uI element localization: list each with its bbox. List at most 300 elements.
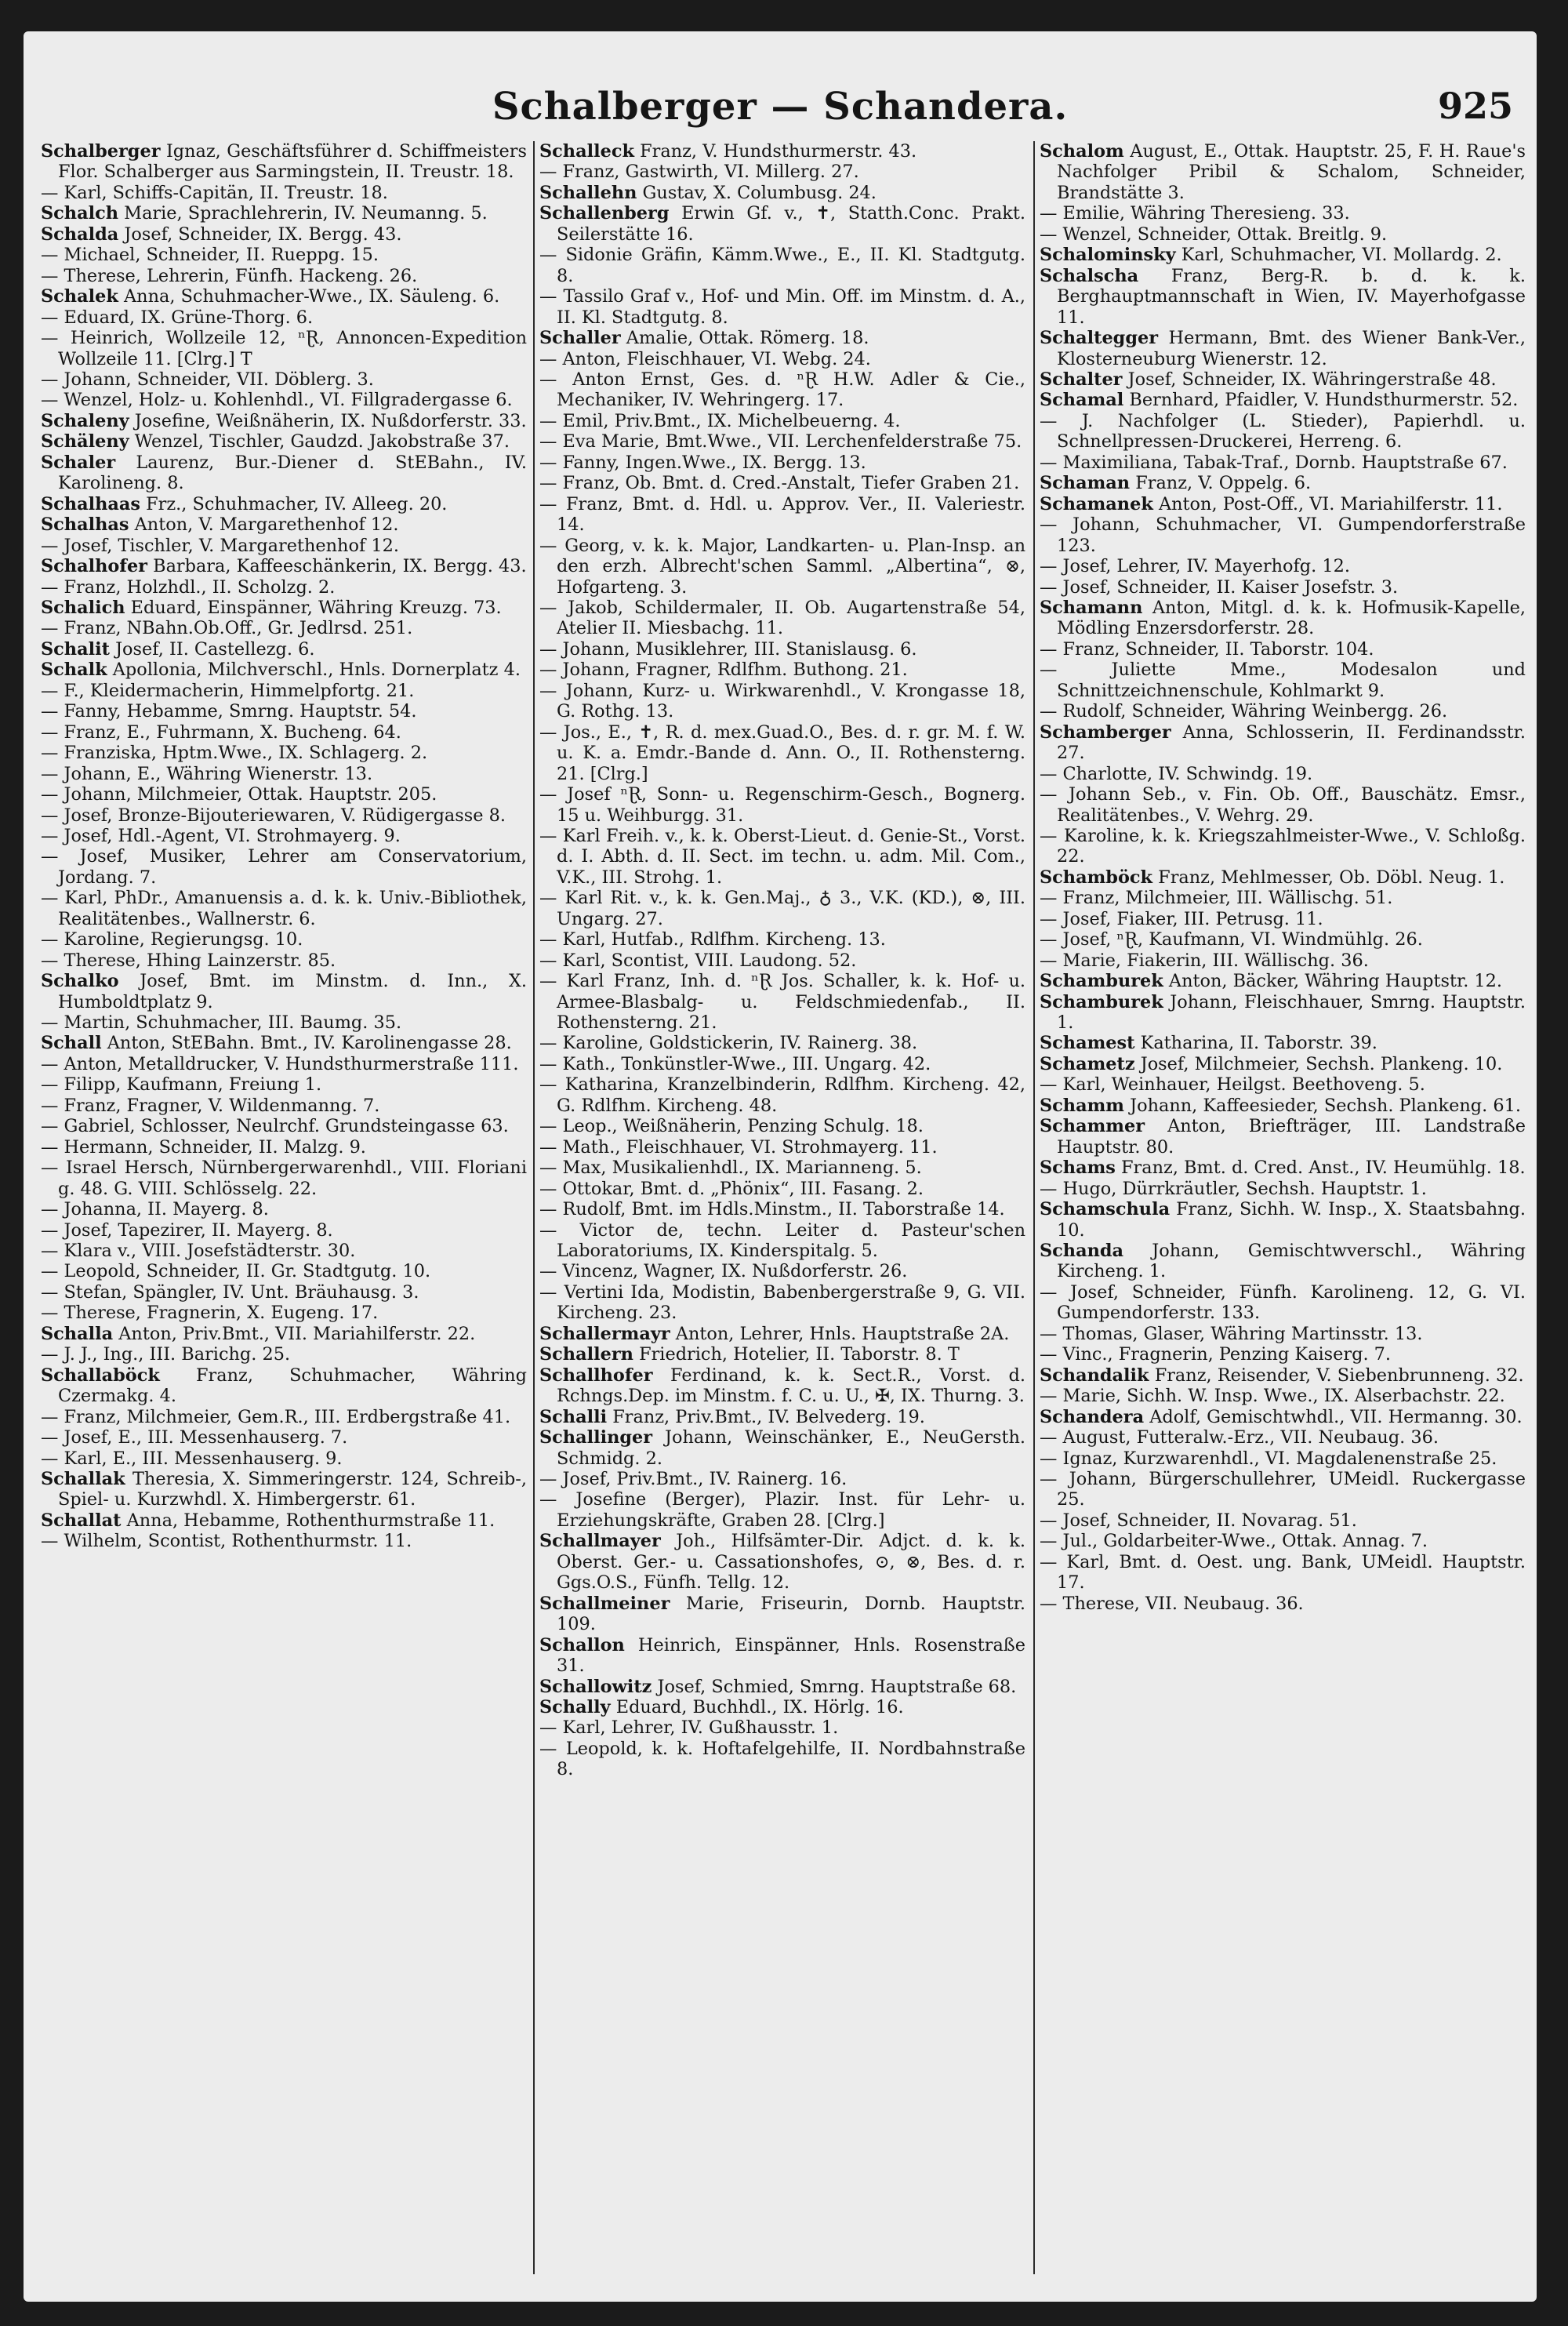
entry-text: — Ottokar, Bmt. d. „Phönix“, III. Fasang. 2. (539, 1178, 924, 1199)
entry-text: Franz, Berg-R. b. d. k. k. Berghauptmannschaft in Wien, IV. Mayerhofgasse 11. (1057, 265, 1526, 328)
directory-entry (539, 888, 1025, 929)
entry-text: — Karl, Weinhauer, Heilgst. Beethoveng. 5. (1040, 1074, 1425, 1096)
entry-surname: Schallat (41, 1510, 122, 1531)
directory-entry (1040, 1179, 1526, 1199)
directory-entry (41, 411, 527, 431)
directory-entry (1040, 514, 1526, 556)
entry-surname: Schalleck (539, 141, 634, 162)
directory-entry (1040, 1594, 1526, 1614)
directory-entry (41, 1303, 527, 1323)
entry-text: — Franz, Gastwirth, VI. Millerg. 27. (539, 162, 859, 183)
directory-entry (1040, 1241, 1526, 1282)
entry-text: — Anton, Fleischhauer, VI. Webg. 24. (539, 348, 871, 369)
entry-text: Bernhard, Pfaidler, V. Hundsthurmerstr. 52. (1129, 390, 1519, 411)
directory-entry (41, 1158, 527, 1199)
directory-entry (1040, 909, 1526, 929)
entry-text: Katharina, II. Taborstr. 39. (1140, 1033, 1377, 1054)
column-1 (41, 141, 527, 1552)
entry-text: — Josef, Tapezirer, II. Mayerg. 8. (41, 1219, 333, 1241)
directory-entry (539, 162, 1025, 182)
entry-text: Eduard, Einspänner, Währing Kreuzg. 73. (130, 597, 502, 618)
directory-entry (41, 390, 527, 410)
entry-text: Marie, Sprachlehrerin, IV. Neumanng. 5. (124, 203, 488, 224)
directory-entry (539, 681, 1025, 722)
directory-entry (41, 722, 527, 743)
entry-text: — Johann, Schuhmacher, VI. Gumpendorferstraße 123. (1040, 514, 1526, 556)
directory-entry (539, 1220, 1025, 1262)
entry-surname: Schamm (1040, 1095, 1124, 1116)
entry-text: — August, Futteralw.-Erz., VII. Neubaug. 36. (1040, 1427, 1439, 1448)
entry-surname: Schaler (41, 452, 116, 473)
entry-surname: Schamburek (1040, 991, 1163, 1012)
directory-entry (539, 1427, 1025, 1469)
directory-entry (1040, 1365, 1526, 1386)
entry-text: — Franz, Milchmeier, Gem.R., III. Erdbergstraße 41. (41, 1406, 511, 1427)
entry-text: — Math., Fleischhauer, VI. Strohmayerg. 11. (539, 1136, 938, 1158)
directory-entry (1040, 971, 1526, 991)
entry-text: — Michael, Schneider, II. Rueppg. 15. (41, 245, 379, 266)
directory-entry (539, 1033, 1025, 1053)
directory-entry (539, 452, 1025, 473)
directory-entry (41, 660, 527, 680)
directory-entry (539, 1199, 1025, 1219)
directory-entry (539, 183, 1025, 203)
directory-entry (1040, 888, 1526, 908)
entry-surname: Schalch (41, 203, 119, 224)
entry-surname: Schaman (1040, 473, 1131, 494)
entry-text: — Heinrich, Wollzeile 12, ⁿⱤ, Annoncen-Expedition Wollzeile 11. [Clrg.] T (41, 328, 527, 369)
directory-entry (1040, 1199, 1526, 1241)
directory-entry (41, 536, 527, 556)
entry-text: — Klara v., VIII. Josefstädterstr. 30. (41, 1241, 356, 1262)
directory-entry (41, 888, 527, 929)
entry-surname: Schandalik (1040, 1365, 1149, 1386)
entry-surname: Schallon (539, 1634, 625, 1655)
entry-text: — Karl, Bmt. d. Oest. ung. Bank, UMeidl. Hauptstr. 17. (1040, 1551, 1526, 1594)
directory-entry (41, 203, 527, 224)
entry-surname: Schamal (1040, 390, 1124, 411)
entry-text: Franz, Reisender, V. Siebenbrunneng. 32. (1154, 1365, 1524, 1386)
entry-text: — Franz, Holzhdl., II. Scholzg. 2. (41, 576, 336, 598)
directory-entry (41, 784, 527, 805)
entry-text: — Filipp, Kaufmann, Freiung 1. (41, 1074, 322, 1096)
entry-text: — Jakob, Schildermaler, II. Ob. Augartenstraße 54, Atelier II. Miesbachg. 11. (539, 597, 1025, 639)
directory-entry (41, 1012, 527, 1033)
entry-text: Frz., Schuhmacher, IV. Alleeg. 20. (146, 493, 448, 514)
directory-entry (41, 598, 527, 618)
directory-entry (1040, 224, 1526, 245)
entry-text: Marie, Friseurin, Dornb. Hauptstr. 109. (557, 1593, 1025, 1635)
entry-text: — Emilie, Währing Theresieng. 33. (1040, 203, 1350, 224)
entry-text: Josef, Schneider, IX. Bergg. 43. (124, 224, 402, 245)
entry-surname: Schallehn (539, 182, 637, 203)
entry-surname: Schammer (1040, 1116, 1145, 1137)
entry-surname: Schaleny (41, 410, 129, 431)
directory-entry (1040, 701, 1526, 721)
directory-entry (1040, 598, 1526, 639)
directory-entry (539, 722, 1025, 784)
entry-text: — Emil, Priv.Bmt., IX. Michelbeuerng. 4. (539, 410, 901, 431)
entry-text: Anna, Schuhmacher-Wwe., IX. Säuleng. 6. (123, 286, 500, 307)
directory-entry (539, 1489, 1025, 1531)
directory-entry (1040, 764, 1526, 784)
entry-text: — Vinc., Fragnerin, Penzing Kaiserg. 7. (1040, 1344, 1392, 1365)
entry-surname: Schallenberg (539, 203, 670, 224)
entry-surname: Schalda (41, 224, 119, 245)
entry-text: — F., Kleidermacherin, Himmelpfortg. 21. (41, 680, 415, 701)
entry-surname: Schalk (41, 660, 107, 681)
running-head: Schalberger — Schandera. (492, 85, 1069, 129)
directory-entry (1040, 1158, 1526, 1178)
directory-entry (41, 452, 527, 494)
directory-entry (539, 286, 1025, 328)
page-header (47, 85, 1513, 140)
directory-entry (1040, 328, 1526, 369)
entry-text: — Jul., Goldarbeiter-Wwe., Ottak. Annag. 7. (1040, 1531, 1428, 1552)
directory-entry (41, 1448, 527, 1469)
directory-entry (41, 971, 527, 1012)
directory-entry (41, 618, 527, 638)
entry-text: — Eva Marie, Bmt.Wwe., VII. Lerchenfelderstraße 75. (539, 431, 1022, 452)
directory-entry (539, 473, 1025, 493)
directory-entry (1040, 826, 1526, 867)
entry-text: — Josef, Schneider, Fünfh. Karolineng. 12, G. VI. Gumpendorferstr. 133. (1040, 1281, 1526, 1324)
directory-entry (41, 929, 527, 950)
entry-text: — Josef, Schneider, II. Kaiser Josefstr. 3. (1040, 576, 1399, 598)
entry-text: — Josef, Musiker, Lehrer am Conservatorium, Jordang. 7. (41, 846, 527, 888)
directory-entry (41, 639, 527, 660)
directory-entry (539, 349, 1025, 369)
directory-entry (1040, 141, 1526, 203)
entry-surname: Schams (1040, 1158, 1116, 1179)
entry-text: — Franz, Schneider, II. Taborstr. 104. (1040, 638, 1374, 660)
entry-text: — Kath., Tonkünstler-Wwe., III. Ungarg. 42. (539, 1053, 931, 1074)
entry-text: — Johann, Kurz- u. Wirkwarenhdl., V. Krongasse 18, G. Rothg. 13. (539, 680, 1025, 722)
directory-entry (539, 1469, 1025, 1489)
entry-text: Friedrich, Hotelier, II. Taborstr. 8. T (639, 1344, 960, 1365)
directory-entry (539, 971, 1025, 1033)
entry-surname: Schamanek (1040, 493, 1153, 514)
entry-text: — Rudolf, Bmt. im Hdls.Minstm., II. Taborstraße 14. (539, 1199, 1005, 1220)
directory-entry (539, 245, 1025, 286)
entry-text: — Vertini Ida, Modistin, Babenbergerstraße 9, G. VII. Kircheng. 23. (539, 1281, 1025, 1324)
entry-surname: Schamschula (1040, 1199, 1171, 1220)
entry-surname: Schamböck (1040, 867, 1153, 888)
entry-text: — Karl, PhDr., Amanuensis a. d. k. k. Univ.-Bibliothek, Realitätenbes., Wallnerstr. 6. (41, 888, 527, 929)
column-3 (1040, 141, 1526, 1614)
entry-text: Hermann, Bmt. des Wiener Bank-Ver., Klosterneuburg Wienerstr. 12. (1057, 328, 1526, 369)
directory-entry (41, 1365, 527, 1407)
directory-entry (539, 929, 1025, 950)
entry-text: — Ignaz, Kurzwarenhdl., VI. Magdalenenstraße 25. (1040, 1448, 1497, 1469)
entry-text: Franz, Sichh. W. Insp., X. Staatsbahng. 10. (1057, 1199, 1526, 1241)
entry-surname: Schaltegger (1040, 328, 1159, 349)
directory-entry (1040, 494, 1526, 514)
directory-entry (41, 1427, 527, 1448)
directory-entry (41, 1531, 527, 1551)
entry-surname: Schalberger (41, 141, 161, 162)
entry-surname: Schallinger (539, 1427, 653, 1448)
column-divider (1033, 141, 1035, 2274)
entry-text: — Therese, Lehrerin, Fünfh. Hackeng. 26. (41, 265, 418, 286)
directory-entry (41, 743, 527, 763)
entry-text: Anton, StEBahn. Bmt., IV. Karolinengasse 28. (107, 1033, 512, 1054)
entry-text: Anton, Lehrer, Hnls. Hauptstraße 2A. (675, 1323, 1010, 1344)
directory-entry (1040, 1448, 1526, 1469)
entry-text: — Johanna, II. Mayerg. 8. (41, 1199, 269, 1220)
directory-entry (41, 577, 527, 598)
directory-entry (539, 1594, 1025, 1635)
entry-text: Heinrich, Einspänner, Hnls. Rosenstraße 31. (557, 1634, 1025, 1677)
directory-entry (41, 1344, 527, 1365)
directory-entry (1040, 1386, 1526, 1406)
directory-entry (1040, 1096, 1526, 1116)
entry-text: — Johann, Musiklehrer, III. Stanislausg. 6. (539, 638, 917, 660)
entry-text: — Franz, Milchmeier, III. Wällischg. 51. (1040, 888, 1393, 909)
entry-text: August, E., Ottak. Hauptstr. 25, F. H. Raue's Nachfolger Pribil & Schalom, Schneider, Brandstätte 3. (1057, 141, 1526, 203)
page-number: 925 (1437, 85, 1513, 127)
directory-entry (1040, 1531, 1526, 1551)
directory-entry (539, 1074, 1025, 1116)
entry-text: Johann, Gemischtwverschl., Währing Kircheng. 1. (1057, 1241, 1526, 1282)
directory-entry (41, 1261, 527, 1281)
entry-text: Josef, II. Castellezg. 6. (115, 638, 315, 660)
directory-entry (41, 846, 527, 888)
entry-text: — Thomas, Glaser, Währing Martinsstr. 13. (1040, 1323, 1423, 1344)
entry-text: — Max, Musikalienhdl., IX. Marianneng. 5. (539, 1158, 922, 1179)
directory-entry (1040, 992, 1526, 1034)
entry-text: — Josef, Bronze-Bijouteriewaren, V. Rüdigergasse 8. (41, 805, 506, 826)
entry-text: — Marie, Fiakerin, III. Wällischg. 36. (1040, 950, 1369, 971)
entry-text: Anna, Schlosserin, II. Ferdinandsstr. 27. (1057, 721, 1526, 764)
entry-text: — Wilhelm, Scontist, Rothenthurmstr. 11. (41, 1531, 412, 1552)
entry-text: — Karl, E., III. Messenhauserg. 9. (41, 1448, 343, 1469)
entry-text: — Charlotte, IV. Schwindg. 19. (1040, 763, 1313, 784)
entry-text: — Josef, Fiaker, III. Petrusg. 11. (1040, 908, 1323, 929)
directory-entry (41, 1116, 527, 1136)
entry-surname: Schalla (41, 1323, 114, 1344)
entry-text: — Karoline, Regierungsg. 10. (41, 929, 303, 950)
directory-entry (41, 826, 527, 846)
directory-entry (1040, 556, 1526, 576)
entry-text: — Georg, v. k. k. Major, Landkarten- u. Plan-Insp. an den erzh. Albrecht'schen Samml. „Albertina“, ⊗, Hofgarteng. 3. (539, 535, 1025, 598)
directory-entry (1040, 722, 1526, 764)
entry-surname: Schallern (539, 1344, 633, 1365)
directory-entry (41, 1220, 527, 1241)
entry-text: — Karoline, Goldstickerin, IV. Rainerg. 38. (539, 1033, 918, 1054)
entry-text: Wenzel, Tischler, Gaudzd. Jakobstraße 37. (134, 431, 510, 452)
entry-text: — Franz, NBahn.Ob.Off., Gr. Jedlrsd. 251. (41, 618, 413, 639)
entry-surname: Schalter (1040, 369, 1123, 390)
entry-text: Barbara, Kaffeeschänkerin, IX. Bergg. 43. (153, 556, 527, 577)
entry-text: Anton, Bäcker, Währing Hauptstr. 12. (1168, 971, 1503, 992)
entry-text: Amalie, Ottak. Römerg. 18. (626, 328, 869, 349)
entry-text: — J. Nachfolger (L. Stieder), Papierhdl. u. Schnellpressen-Druckerei, Herreng. 6. (1040, 410, 1526, 452)
entry-text: Franz, V. Hundsthurmerstr. 43. (640, 141, 917, 162)
entry-surname: Schallaböck (41, 1365, 160, 1386)
directory-entry (41, 1510, 527, 1531)
entry-text: — Katharina, Kranzelbinderin, Rdlfhm. Kircheng. 42, G. Rdlfhm. Kircheng. 48. (539, 1074, 1025, 1116)
entry-text: Laurenz, Bur.-Diener d. StEBahn., IV. Karolineng. 8. (58, 452, 527, 494)
entry-text: — Stefan, Spängler, IV. Unt. Bräuhausg. 3. (41, 1281, 419, 1303)
column-divider (533, 141, 535, 2274)
directory-entry (1040, 390, 1526, 410)
entry-text: — Karl Rit. v., k. k. Gen.Maj., ♁ 3., V.K. (KD.), ⊗, III. Ungarg. 27. (539, 888, 1025, 929)
directory-entry (1040, 660, 1526, 701)
directory-entry (1040, 577, 1526, 598)
directory-entry (1040, 411, 1526, 452)
directory-entry (41, 1054, 527, 1074)
entry-text: Josefine, Weißnäherin, IX. Nußdorferstr. 33. (134, 410, 527, 431)
entry-text: — Franz, Ob. Bmt. d. Cred.-Anstalt, Tiefer Graben 21. (539, 473, 1020, 494)
entry-text: — Karoline, k. k. Kriegszahlmeister-Wwe., V. Schloßg. 22. (1040, 825, 1526, 867)
entry-text: — Fanny, Hebamme, Smrng. Hauptstr. 54. (41, 701, 417, 722)
entry-text: — Johann Seb., v. Fin. Ob. Off., Bauschätz. Emsr., Realitätenbes., V. Wehrg. 29. (1040, 784, 1526, 826)
directory-entry (539, 660, 1025, 680)
entry-text: — Sidonie Gräfin, Kämm.Wwe., E., II. Kl. Stadtgutg. 8. (539, 245, 1025, 286)
directory-entry (41, 224, 527, 245)
entry-surname: Schalom (1040, 141, 1124, 162)
directory-entry (539, 1054, 1025, 1074)
directory-entry (539, 826, 1025, 888)
directory-entry (1040, 473, 1526, 493)
entry-surname: Schandera (1040, 1406, 1145, 1427)
directory-entry (539, 1137, 1025, 1158)
entry-text: Gustav, X. Columbusg. 24. (642, 182, 877, 203)
entry-surname: Schaller (539, 328, 621, 349)
directory-entry (539, 639, 1025, 660)
entry-text: — Anton, Metalldrucker, V. Hundsthurmerstraße 111. (41, 1053, 519, 1074)
directory-entry (1040, 452, 1526, 473)
entry-text: Franz, V. Oppelg. 6. (1135, 473, 1312, 494)
directory-entry (41, 369, 527, 390)
directory-entry (41, 494, 527, 514)
entry-surname: Schanda (1040, 1241, 1124, 1262)
entry-text: Johann, Fleischhauer, Smrng. Hauptstr. 1. (1057, 991, 1526, 1034)
entry-surname: Schalli (539, 1406, 608, 1427)
directory-page (24, 31, 1537, 2302)
directory-entry (539, 1739, 1025, 1780)
entry-surname: Schalich (41, 597, 125, 618)
entry-text: — Karl, Lehrer, IV. Gußhausstr. 1. (539, 1717, 839, 1739)
directory-entry (41, 1199, 527, 1219)
entry-text: Erwin Gf. v., ✝, Statth.Conc. Prakt. Seilerstätte 16. (557, 203, 1025, 245)
directory-entry (41, 1033, 527, 1053)
entry-text: Anton, Briefträger, III. Landstraße Hauptstr. 80. (1057, 1116, 1526, 1158)
directory-entry (1040, 1033, 1526, 1053)
directory-entry (539, 1407, 1025, 1427)
entry-surname: Schamest (1040, 1033, 1135, 1054)
directory-entry (41, 1407, 527, 1427)
entry-text: Apollonia, Milchverschl., Hnls. Dornerplatz 4. (112, 660, 521, 681)
entry-text: — Josef, Lehrer, IV. Mayerhofg. 12. (1040, 556, 1350, 577)
entry-text: — Franz, Fragner, V. Wildenmanng. 7. (41, 1095, 380, 1116)
directory-entry (539, 1344, 1025, 1365)
entry-text: Theresia, X. Simmeringerstr. 124, Schreib-, Spiel- u. Kurzwhdl. X. Himbergerstr. 61. (58, 1469, 527, 1510)
directory-entry (41, 328, 527, 369)
entry-surname: Schalhas (41, 514, 129, 536)
entry-text: Anton, Priv.Bmt., VII. Mariahilferstr. 22. (118, 1323, 476, 1344)
entry-text: — Wenzel, Holz- u. Kohlenhdl., VI. Fillgradergasse 6. (41, 390, 513, 411)
directory-entry (41, 950, 527, 971)
directory-entry (41, 307, 527, 328)
directory-entry (539, 141, 1025, 162)
directory-entry (41, 1096, 527, 1116)
entry-text: Joh., Hilfsämter-Dir. Adjct. d. k. k. Oberst. Ger.- u. Cassationshofes, ⊙, ⊗, Bes. d. r. Ggs.O.S., Fünfh. Tellg. 12. (557, 1531, 1025, 1594)
entry-surname: Schallowitz (539, 1676, 652, 1697)
directory-entry (41, 681, 527, 701)
entry-text: Josef, Schmied, Smrng. Hauptstraße 68. (657, 1676, 1017, 1697)
directory-entry (539, 431, 1025, 452)
entry-text: — Fanny, Ingen.Wwe., IX. Bergg. 13. (539, 452, 866, 473)
entry-text: Karl, Schuhmacher, VI. Mollardg. 2. (1181, 245, 1502, 266)
entry-text: — Juliette Mme., Modesalon und Schnittzeichnenschule, Kohlmarkt 9. (1040, 660, 1526, 701)
entry-surname: Schametz (1040, 1053, 1135, 1074)
entry-text: — Israel Hersch, Nürnbergerwarenhdl., VIII. Floriani g. 48. G. VIII. Schlösselg. 22. (41, 1158, 527, 1199)
directory-entry (539, 598, 1025, 639)
directory-entry (41, 805, 527, 826)
entry-text: — Karl, Schiffs-Capitän, II. Treustr. 18. (41, 182, 388, 203)
directory-entry (1040, 1054, 1526, 1074)
directory-entry (41, 431, 527, 452)
entry-text: — Karl, Hutfab., Rdlfhm. Kircheng. 13. (539, 929, 886, 950)
directory-entry (539, 494, 1025, 536)
entry-text: Anna, Hebamme, Rothenthurmstraße 11. (126, 1510, 495, 1531)
entry-text: — Johann, Fragner, Rdlfhm. Buthong. 21. (539, 660, 908, 681)
directory-entry (1040, 1116, 1526, 1158)
directory-entry (41, 556, 527, 576)
directory-entry (41, 1282, 527, 1303)
directory-entry (1040, 203, 1526, 224)
directory-entry (539, 369, 1025, 411)
directory-entry (1040, 784, 1526, 826)
entry-text: Anton, Post-Off., VI. Mariahilferstr. 11. (1158, 493, 1503, 514)
entry-surname: Schallmeiner (539, 1593, 670, 1614)
directory-entry (539, 1324, 1025, 1344)
directory-entry (539, 1697, 1025, 1717)
column-2 (539, 141, 1025, 1780)
entry-surname: Schamann (1040, 597, 1143, 618)
directory-entry (41, 183, 527, 203)
directory-entry (539, 536, 1025, 598)
entry-surname: Schalko (41, 971, 119, 992)
entry-text: — Josef, Tischler, V. Margarethenhof 12. (41, 535, 399, 556)
entry-surname: Schallermayr (539, 1323, 670, 1344)
entry-text: — Therese, Fragnerin, X. Eugeng. 17. (41, 1303, 379, 1324)
entry-text: — Karl Franz, Inh. d. ⁿⱤ Jos. Schaller, k. k. Hof- u. Armee-Blasbalg- u. Feldschmiedenfab., II. Rothensterng. 21. (539, 971, 1025, 1034)
directory-entry (539, 1158, 1025, 1178)
entry-surname: Schallak (41, 1469, 125, 1489)
entry-text: Anton, Mitgl. d. k. k. Hofmusik-Kapelle, Mödling Enzersdorferstr. 28. (1057, 597, 1526, 639)
directory-entry (1040, 1324, 1526, 1344)
directory-entry (1040, 950, 1526, 971)
entry-text: Johann, Kaffeesieder, Sechsh. Plankeng. 61. (1130, 1095, 1521, 1116)
directory-entry (1040, 639, 1526, 660)
directory-entry (539, 1116, 1025, 1136)
entry-surname: Schalit (41, 638, 110, 660)
entry-text: Ignaz, Geschäftsführer d. Schiffmeisters Flor. Schalberger aus Sarmingstein, II. Treustr. 18. (58, 141, 527, 183)
directory-entry (1040, 1407, 1526, 1427)
directory-entry (1040, 1344, 1526, 1365)
entry-text: Johann, Weinschänker, E., NeuGersth. Schmidg. 2. (557, 1427, 1025, 1469)
directory-entry (1040, 1552, 1526, 1594)
entry-text: — Tassilo Graf v., Hof- und Min. Off. im Minstm. d. A., II. Kl. Stadtgutg. 8. (539, 286, 1025, 328)
entry-text: — Therese, VII. Neubaug. 36. (1040, 1593, 1304, 1614)
entry-text: — Leop., Weißnäherin, Penzing Schulg. 18. (539, 1116, 924, 1137)
entry-text: — Josef, E., III. Messenhauserg. 7. (41, 1427, 348, 1448)
entry-text: — Hermann, Schneider, II. Malzg. 9. (41, 1136, 366, 1158)
entry-text: — Johann, Milchmeier, Ottak. Hauptstr. 205. (41, 784, 437, 805)
